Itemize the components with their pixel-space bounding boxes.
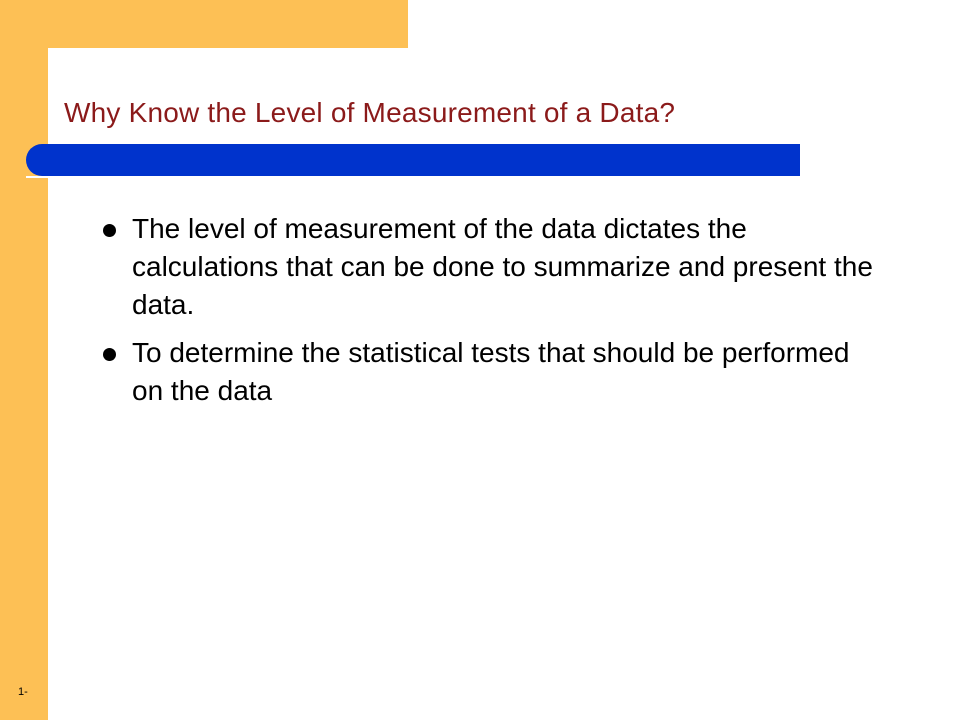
bullet-item [100, 210, 880, 324]
left-frame-bar [0, 0, 48, 720]
bullet-text: To determine the statistical tests that should be performed on the data [132, 337, 850, 406]
bullet-dot-icon [103, 224, 116, 237]
bullet-dot-icon [103, 348, 116, 361]
bullet-text: The level of measurement of the data dictates the calculations that can be done to summarize and present the data. [132, 213, 873, 320]
top-frame-bar [0, 0, 408, 48]
page-number: 1- [18, 686, 28, 698]
bullet-list [100, 210, 880, 420]
slide-title: Why Know the Level of Measurement of a Data? [64, 97, 676, 128]
bullet-item [100, 334, 880, 410]
underline-notch [26, 176, 66, 178]
title-underline-bar [26, 144, 800, 176]
